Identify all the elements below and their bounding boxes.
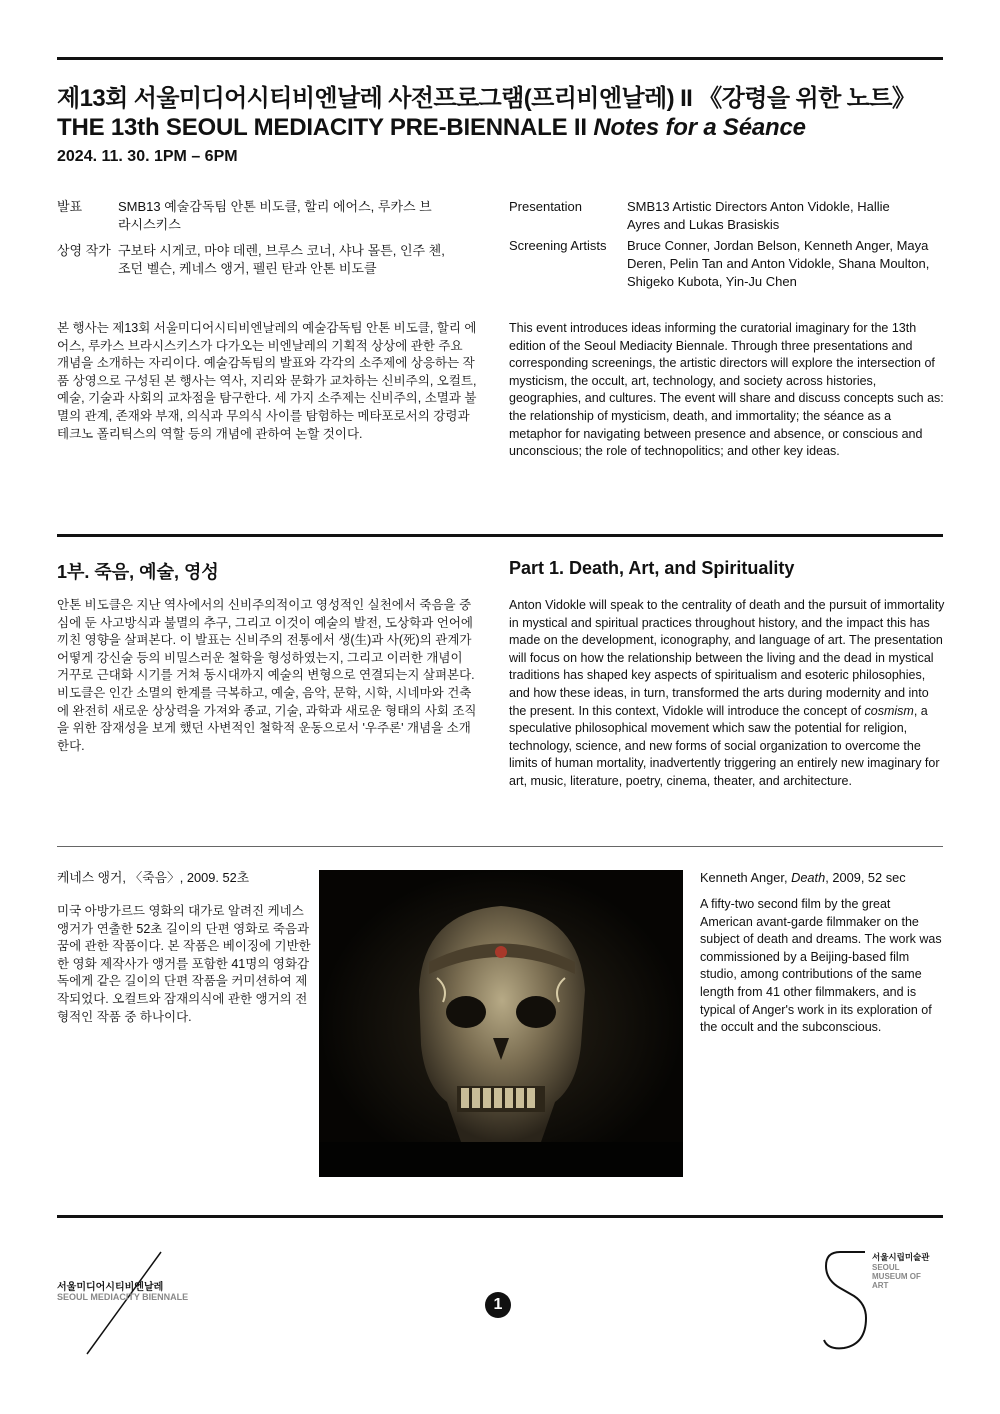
- event-date: 2024. 11. 30. 1PM – 6PM: [57, 148, 238, 165]
- sema-logo-korean: 서울시립미술관: [872, 1252, 930, 1262]
- sema-logo-english: SEOUL MUSEUM OF ART: [872, 1263, 921, 1290]
- footer-rule: [57, 1215, 943, 1218]
- part1-body-korean: 안톤 비도클은 지난 역사에서의 신비주의적이고 영성적인 실천에서 죽음을 중심에 둔 사고방식과 불멸의 추구, 그리고 이것이 예술의 발전, 도상학과 언어에 끼친 영향을 살펴본다. 이 발표는 신비주의 전통에서 생(生)과 사(死)의 관계가 어떻게 강신술 등의 비밀스러운 철학을 형성하였는지, 그리고 이러한 개념이 거꾸로 근대화 시기를 거쳐 동시대까지 예술의 변형으로 연결되는지 살펴본다. 비도클은 인간 소멸의 한계를 극복하고, 예술, 음악, 문학, 시학, 시네마와 건축에 완전히 새로운 상상력을 가져와 종교, 기술, 과학과 새로운 형태의 사회 조직을 위한 잠재성을 보게 했던 사변적인 철학적 운동으로서 '우주론' 개념을 소개한다.: [57, 598, 477, 753]
- presentation-value-ko: SMB13 예술감독팀 안톤 비도클, 할리 에어스, 루카스 브라시스키스: [118, 199, 432, 232]
- smb-logo-english: SEOUL MEDIACITY BIENNALE: [57, 1292, 189, 1302]
- part1-heading-english: Part 1. Death, Art, and Spirituality: [509, 558, 795, 578]
- title-korean: 제13회 서울미디어시티비엔날레 사전프로그램(프리비엔날레) II 《강령을 위한 노트》: [57, 85, 916, 112]
- screening-value-en: Bruce Conner, Jordan Belson, Kenneth Anger, Maya Deren, Pelin Tan and Anton Vidokle, Shana Moulton, Shigeko Kubota, Yin-Ju Chen: [627, 238, 930, 289]
- intro-english: This event introduces ideas informing the curatorial imaginary for the 13th edition of the Seoul Mediacity Biennale. Through three presentations and corresponding screenings, the artistic directors will explore the intersection of mysticism, the occult, art, technology, and society across histories, geographies, and cultures. The event will share and discuss concepts such as: the relationship of mysticism, death, and immortality; the séance as a metaphor for navigating between presence and absence, or conscious and unconscious; the role of technopolitics; and other key ideas.: [509, 321, 944, 459]
- presentation-label-en: Presentation: [509, 199, 582, 214]
- film-still-skull: [319, 870, 683, 1177]
- work-caption-english: Kenneth Anger, Death, 2009, 52 sec: [700, 870, 906, 885]
- credits-korean: [57, 198, 457, 288]
- presentation-value-en: SMB13 Artistic Directors Anton Vidokle, Hallie Ayres and Lukas Brasiskis: [627, 199, 890, 232]
- sema-logo: [820, 1248, 950, 1358]
- title-english: THE 13th SEOUL MEDIACITY PRE-BIENNALE II Notes for a Séance: [57, 114, 806, 141]
- screening-value-ko: 구보타 시게코, 마야 데렌, 브루스 코너, 샤나 몰튼, 인주 첸, 조던 벨슨, 케네스 앵거, 펠린 탄과 안톤 비도클: [118, 243, 445, 276]
- screening-label-ko: 상영 작가: [57, 243, 111, 258]
- presentation-label-ko: 발표: [57, 199, 83, 214]
- work-body-korean: 미국 아방가르드 영화의 대가로 알려진 케네스 앵거가 연출한 52초 길이의 단편 영화로 죽음과 꿈에 관한 작품이다. 본 작품은 베이징에 기반한 한 영화 제작사가 앵거를 포함한 41명의 영화감독에게 같은 길이의 단편 작품을 커미션하여 제작되었다. 오컬트와 잠재의식에 관한 앵거의 전형적인 작품 중 하나이다.: [57, 904, 311, 1024]
- part1-heading-korean: 1부. 죽음, 예술, 영성: [57, 562, 219, 582]
- part1-body-english: Anton Vidokle will speak to the centrality of death and the pursuit of immortality in mystical and spiritual practices throughout history, and the impact this has made on the development, iconography, and language of art. The presentation will focus on how the relationship between the living and the dead in mystical traditions has shaped key aspects of spiritualism and esoteric philosophies, and how these ideas, in turn, transformed the arts during modernity and into the present. In this context, Vidokle will introduce the concept of cosmism, a speculative philosophical movement which saw the potential for religion, technology, science, and new forms of social organization to overcome the limits of human mortality, inadvertently triggering an entirely new imaginary for art, music, literature, poetry, cinema, theater, and architecture.: [509, 598, 945, 788]
- credits-english: [509, 198, 949, 298]
- smb-logo: [57, 1250, 227, 1360]
- screening-label-en: Screening Artists: [509, 238, 607, 253]
- section-rule-2: [57, 846, 943, 847]
- smb-logo-slash-icon: [57, 1250, 227, 1360]
- page-number: 1: [485, 1292, 511, 1318]
- work-caption-korean: 케네스 앵거, 〈죽음〉, 2009. 52초: [57, 870, 250, 885]
- work-body-english: A fifty-two second film by the great American avant-garde filmmaker on the subject of death and dreams. The work was commissioned by a Beijing-based film studio, among contributions of the same length from 41 other filmmakers, and is typical of Anger's work in its exploration of the occult and the subconscious.: [700, 897, 942, 1035]
- title-english-italic: Notes for a Séance: [593, 114, 806, 141]
- section-rule-1: [57, 534, 943, 537]
- intro-korean: 본 행사는 제13회 서울미디어시티비엔날레의 예술감독팀 안톤 비도클, 할리 에어스, 루카스 브라시스키스가 다가오는 비엔날레의 기획적 상상에 관한 주요 개념을 소개하는 자리이다. 예술감독팀의 발표와 각각의 소주제에 상응하는 작품 상영으로 구성된 본 행사는 역사, 지리와 문화가 교차하는 신비주의, 오컬트, 예술, 기술과 사회의 교차점을 탐구한다. 세 가지 소주제는 신비주의, 소멸과 불멸의 관계, 존재와 부재, 의식과 무의식 사이를 탐험하는 메타포로서의 강령과 테크노 폴리틱스의 역할 등의 개념에 관하여 논할 것이다.: [57, 321, 477, 441]
- top-rule: [57, 57, 943, 60]
- smb-logo-korean: 서울미디어시티비엔날레: [57, 1282, 164, 1293]
